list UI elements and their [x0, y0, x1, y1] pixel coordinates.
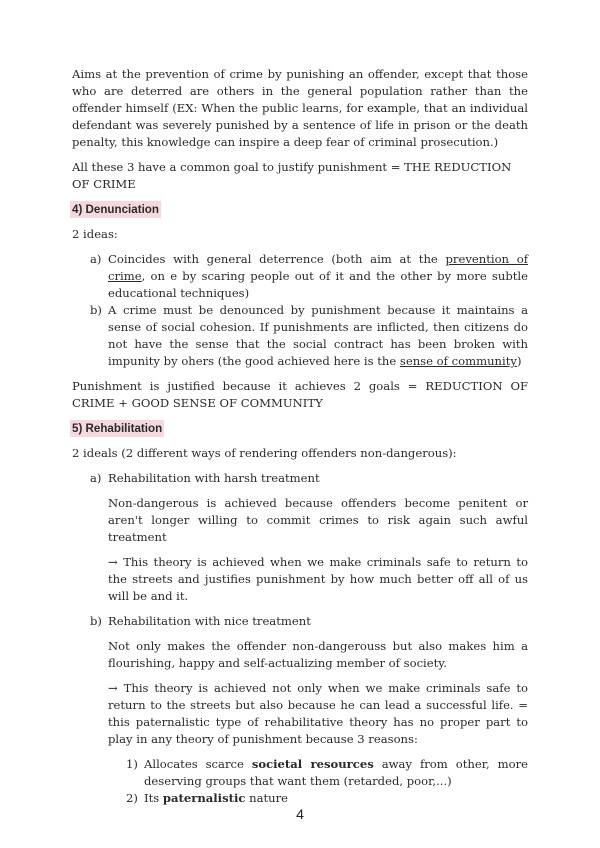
item-text: A crime must be denounced by punishment because it maintains a sense of social cohesion. If punishments are inflicted, then citizens do not have the sense that the social contract has been broken with impunity by ohers (the good achieved here is the — [108, 303, 528, 368]
list-marker: 1) — [126, 757, 138, 771]
harsh-treatment-arrow-text: → This theory is achieved when we make criminals safe to return to the streets and justifies punishment by how much better off all of us will be and it. — [108, 555, 528, 603]
prevention-of-crime-underlined: prevention of crime — [108, 252, 529, 283]
common-goal-paragraph: All these 3 have a common goal to justify punishment = THE REDUCTION OF CRIME — [72, 160, 512, 191]
intro-paragraph: Aims at the prevention of crime by punishing an offender, except that those who are deterred are others in the general population rather than the offender himself (EX: When the public learns, for example, that an individual defendant was severely punished by a sentence of life in prison or the death penalty, this knowledge can inspire a deep fear of criminal prosecution.) — [72, 67, 528, 149]
denunciation-ideas-label: 2 ideas: — [72, 227, 118, 241]
reason-item-2 — [72, 790, 528, 807]
nice-treatment-arrow-text: → This theory is achieved not only when we make criminals safe to return to the streets but also because he can lead a successful life. = this paternalistic type of rehabilitative theory has no proper part to play in any theory of punishment because 3 reasons: — [108, 681, 528, 746]
nice-treatment-text: Not only makes the offender non-dangerouss but also makes him a flourishing, happy and self-actualizing member of society. — [108, 639, 528, 670]
list-marker: b) — [90, 614, 102, 628]
denunciation-heading: 4) Denunciation — [72, 203, 159, 216]
denunciation-item-b — [72, 302, 528, 370]
page-number: 4 — [296, 806, 304, 822]
item-text: Its — [144, 791, 163, 805]
list-marker: a) — [90, 252, 102, 266]
list-marker: b) — [90, 303, 102, 317]
item-text: away from other, more deserving groups that want them (retarded, poor,...) — [144, 757, 528, 788]
list-marker: a) — [90, 471, 102, 485]
rehabilitation-item-b — [72, 613, 528, 630]
denunciation-item-a — [72, 251, 528, 302]
list-marker: 2) — [126, 791, 138, 805]
item-text: ) — [516, 354, 522, 368]
societal-resources-bold: societal resources — [251, 757, 374, 771]
item-title: Rehabilitation with harsh treatment — [108, 471, 320, 485]
paternalistic-bold: paternalistic — [162, 791, 246, 805]
item-text: , on e by scaring people out of it and the other by more subtle educational techniques) — [108, 269, 528, 300]
denunciation-conclusion: Punishment is justified because it achieves 2 goals = REDUCTION OF CRIME + GOOD SENSE OF COMMUNITY — [72, 379, 528, 410]
rehabilitation-item-a — [72, 470, 528, 487]
reason-item-1 — [72, 756, 528, 790]
item-title: Rehabilitation with nice treatment — [108, 614, 311, 628]
sense-of-community-underlined: sense of community — [399, 354, 517, 368]
item-text: Allocates scarce — [144, 757, 252, 771]
item-text: Coincides with general deterrence (both aim at the — [108, 252, 446, 266]
rehabilitation-ideals-label: 2 ideals (2 different ways of rendering offenders non-dangerous): — [72, 446, 457, 460]
harsh-treatment-text: Non-dangerous is achieved because offenders become penitent or aren't longer willing to commit crimes to risk again such awful treatment — [108, 496, 528, 544]
document-page — [72, 66, 528, 807]
rehabilitation-heading: 5) Rehabilitation — [72, 422, 163, 435]
item-text: nature — [245, 791, 289, 805]
